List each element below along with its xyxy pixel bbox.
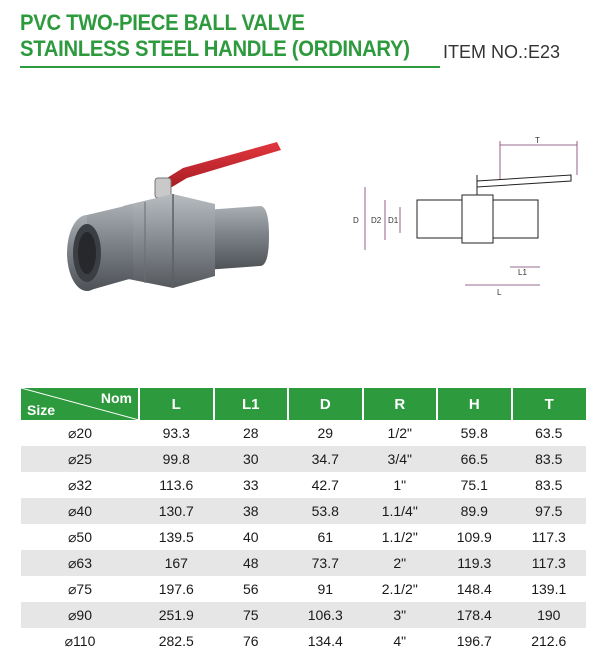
table-cell: 212.6	[512, 628, 587, 651]
size-cell: ⌀50	[21, 524, 139, 550]
table-cell: 93.3	[139, 420, 214, 446]
table-row	[21, 602, 586, 628]
col-header-T: T	[512, 388, 587, 420]
table-cell: 29	[288, 420, 363, 446]
dim-label-D1: D1	[388, 216, 399, 225]
size-cell: ⌀40	[21, 498, 139, 524]
corner-size-label: Size	[27, 402, 56, 418]
table-cell: 139.1	[512, 576, 587, 602]
size-cell: ⌀25	[21, 446, 139, 472]
valve-handle	[159, 142, 281, 190]
table-row	[21, 628, 586, 651]
product-subtitle-text: STAINLESS STEEL HANDLE (ORDINARY)	[20, 36, 410, 61]
table-cell: 196.7	[437, 628, 512, 651]
table-cell: 75.1	[437, 472, 512, 498]
table-cell: 282.5	[139, 628, 214, 651]
col-header-L: L	[139, 388, 214, 420]
valve-photo	[55, 128, 295, 318]
table-cell: 2.1/2"	[363, 576, 438, 602]
size-cell: ⌀20	[21, 420, 139, 446]
product-subtitle	[20, 36, 444, 62]
table-cell: 1/2"	[363, 420, 438, 446]
spec-table	[21, 388, 586, 651]
table-row	[21, 524, 586, 550]
table-cell: 30	[214, 446, 289, 472]
table-cell: 33	[214, 472, 289, 498]
table-cell: 117.3	[512, 550, 587, 576]
table-cell: 28	[214, 420, 289, 446]
size-cell: ⌀32	[21, 472, 139, 498]
technical-drawing	[345, 135, 585, 305]
table-cell: 75	[214, 602, 289, 628]
table-row	[21, 498, 586, 524]
table-cell: 1.1/2"	[363, 524, 438, 550]
table-cell: 83.5	[512, 446, 587, 472]
table-cell: 56	[214, 576, 289, 602]
dim-label-T: T	[535, 136, 540, 145]
table-row	[21, 446, 586, 472]
dim-label-L1: L1	[518, 268, 527, 277]
corner-header	[21, 388, 139, 420]
table-cell: 119.3	[437, 550, 512, 576]
table-cell: 73.7	[288, 550, 363, 576]
dim-label-D: D	[353, 216, 359, 225]
table-cell: 106.3	[288, 602, 363, 628]
col-header-D: D	[288, 388, 363, 420]
table-cell: 38	[214, 498, 289, 524]
valve-stem	[155, 178, 171, 198]
size-cell: ⌀110	[21, 628, 139, 651]
table-cell: 2"	[363, 550, 438, 576]
table-cell: 99.8	[139, 446, 214, 472]
table-cell: 130.7	[139, 498, 214, 524]
table-cell: 66.5	[437, 446, 512, 472]
table-cell: 3/4"	[363, 446, 438, 472]
table-cell: 148.4	[437, 576, 512, 602]
table-cell: 1.1/4"	[363, 498, 438, 524]
spec-table-header	[21, 388, 586, 420]
table-row	[21, 420, 586, 446]
table-cell: 48	[214, 550, 289, 576]
col-header-L1: L1	[214, 388, 289, 420]
table-row	[21, 550, 586, 576]
table-cell: 4"	[363, 628, 438, 651]
table-cell: 113.6	[139, 472, 214, 498]
table-cell: 89.9	[437, 498, 512, 524]
table-cell: 117.3	[512, 524, 587, 550]
title-underline	[20, 66, 440, 68]
dim-label-L: L	[497, 288, 502, 297]
title-block	[20, 10, 444, 62]
table-cell: 76	[214, 628, 289, 651]
corner-nom-label: Nom	[100, 390, 132, 406]
table-cell: 91	[288, 576, 363, 602]
table-cell: 53.8	[288, 498, 363, 524]
table-cell: 134.4	[288, 628, 363, 651]
table-cell: 34.7	[288, 446, 363, 472]
table-cell: 40	[214, 524, 289, 550]
table-cell: 139.5	[139, 524, 214, 550]
table-cell: 83.5	[512, 472, 587, 498]
table-cell: 251.9	[139, 602, 214, 628]
product-title: PVC TWO-PIECE BALL VALVE	[20, 10, 305, 35]
table-cell: 197.6	[139, 576, 214, 602]
table-cell: 190	[512, 602, 587, 628]
col-header-H: H	[437, 388, 512, 420]
table-row	[21, 576, 586, 602]
item-number: ITEM NO.:E23	[443, 42, 561, 62]
table-cell: 97.5	[512, 498, 587, 524]
col-header-R: R	[363, 388, 438, 420]
table-cell: 59.8	[437, 420, 512, 446]
size-cell: ⌀75	[21, 576, 139, 602]
table-cell: 109.9	[437, 524, 512, 550]
table-row	[21, 472, 586, 498]
valve-body-center	[123, 194, 215, 288]
table-cell: 63.5	[512, 420, 587, 446]
table-cell: 167	[139, 550, 214, 576]
table-cell: 42.7	[288, 472, 363, 498]
table-cell: 61	[288, 524, 363, 550]
size-cell: ⌀90	[21, 602, 139, 628]
table-cell: 1"	[363, 472, 438, 498]
size-cell: ⌀63	[21, 550, 139, 576]
dim-label-D2: D2	[371, 216, 382, 225]
table-cell: 3"	[363, 602, 438, 628]
table-cell: 178.4	[437, 602, 512, 628]
